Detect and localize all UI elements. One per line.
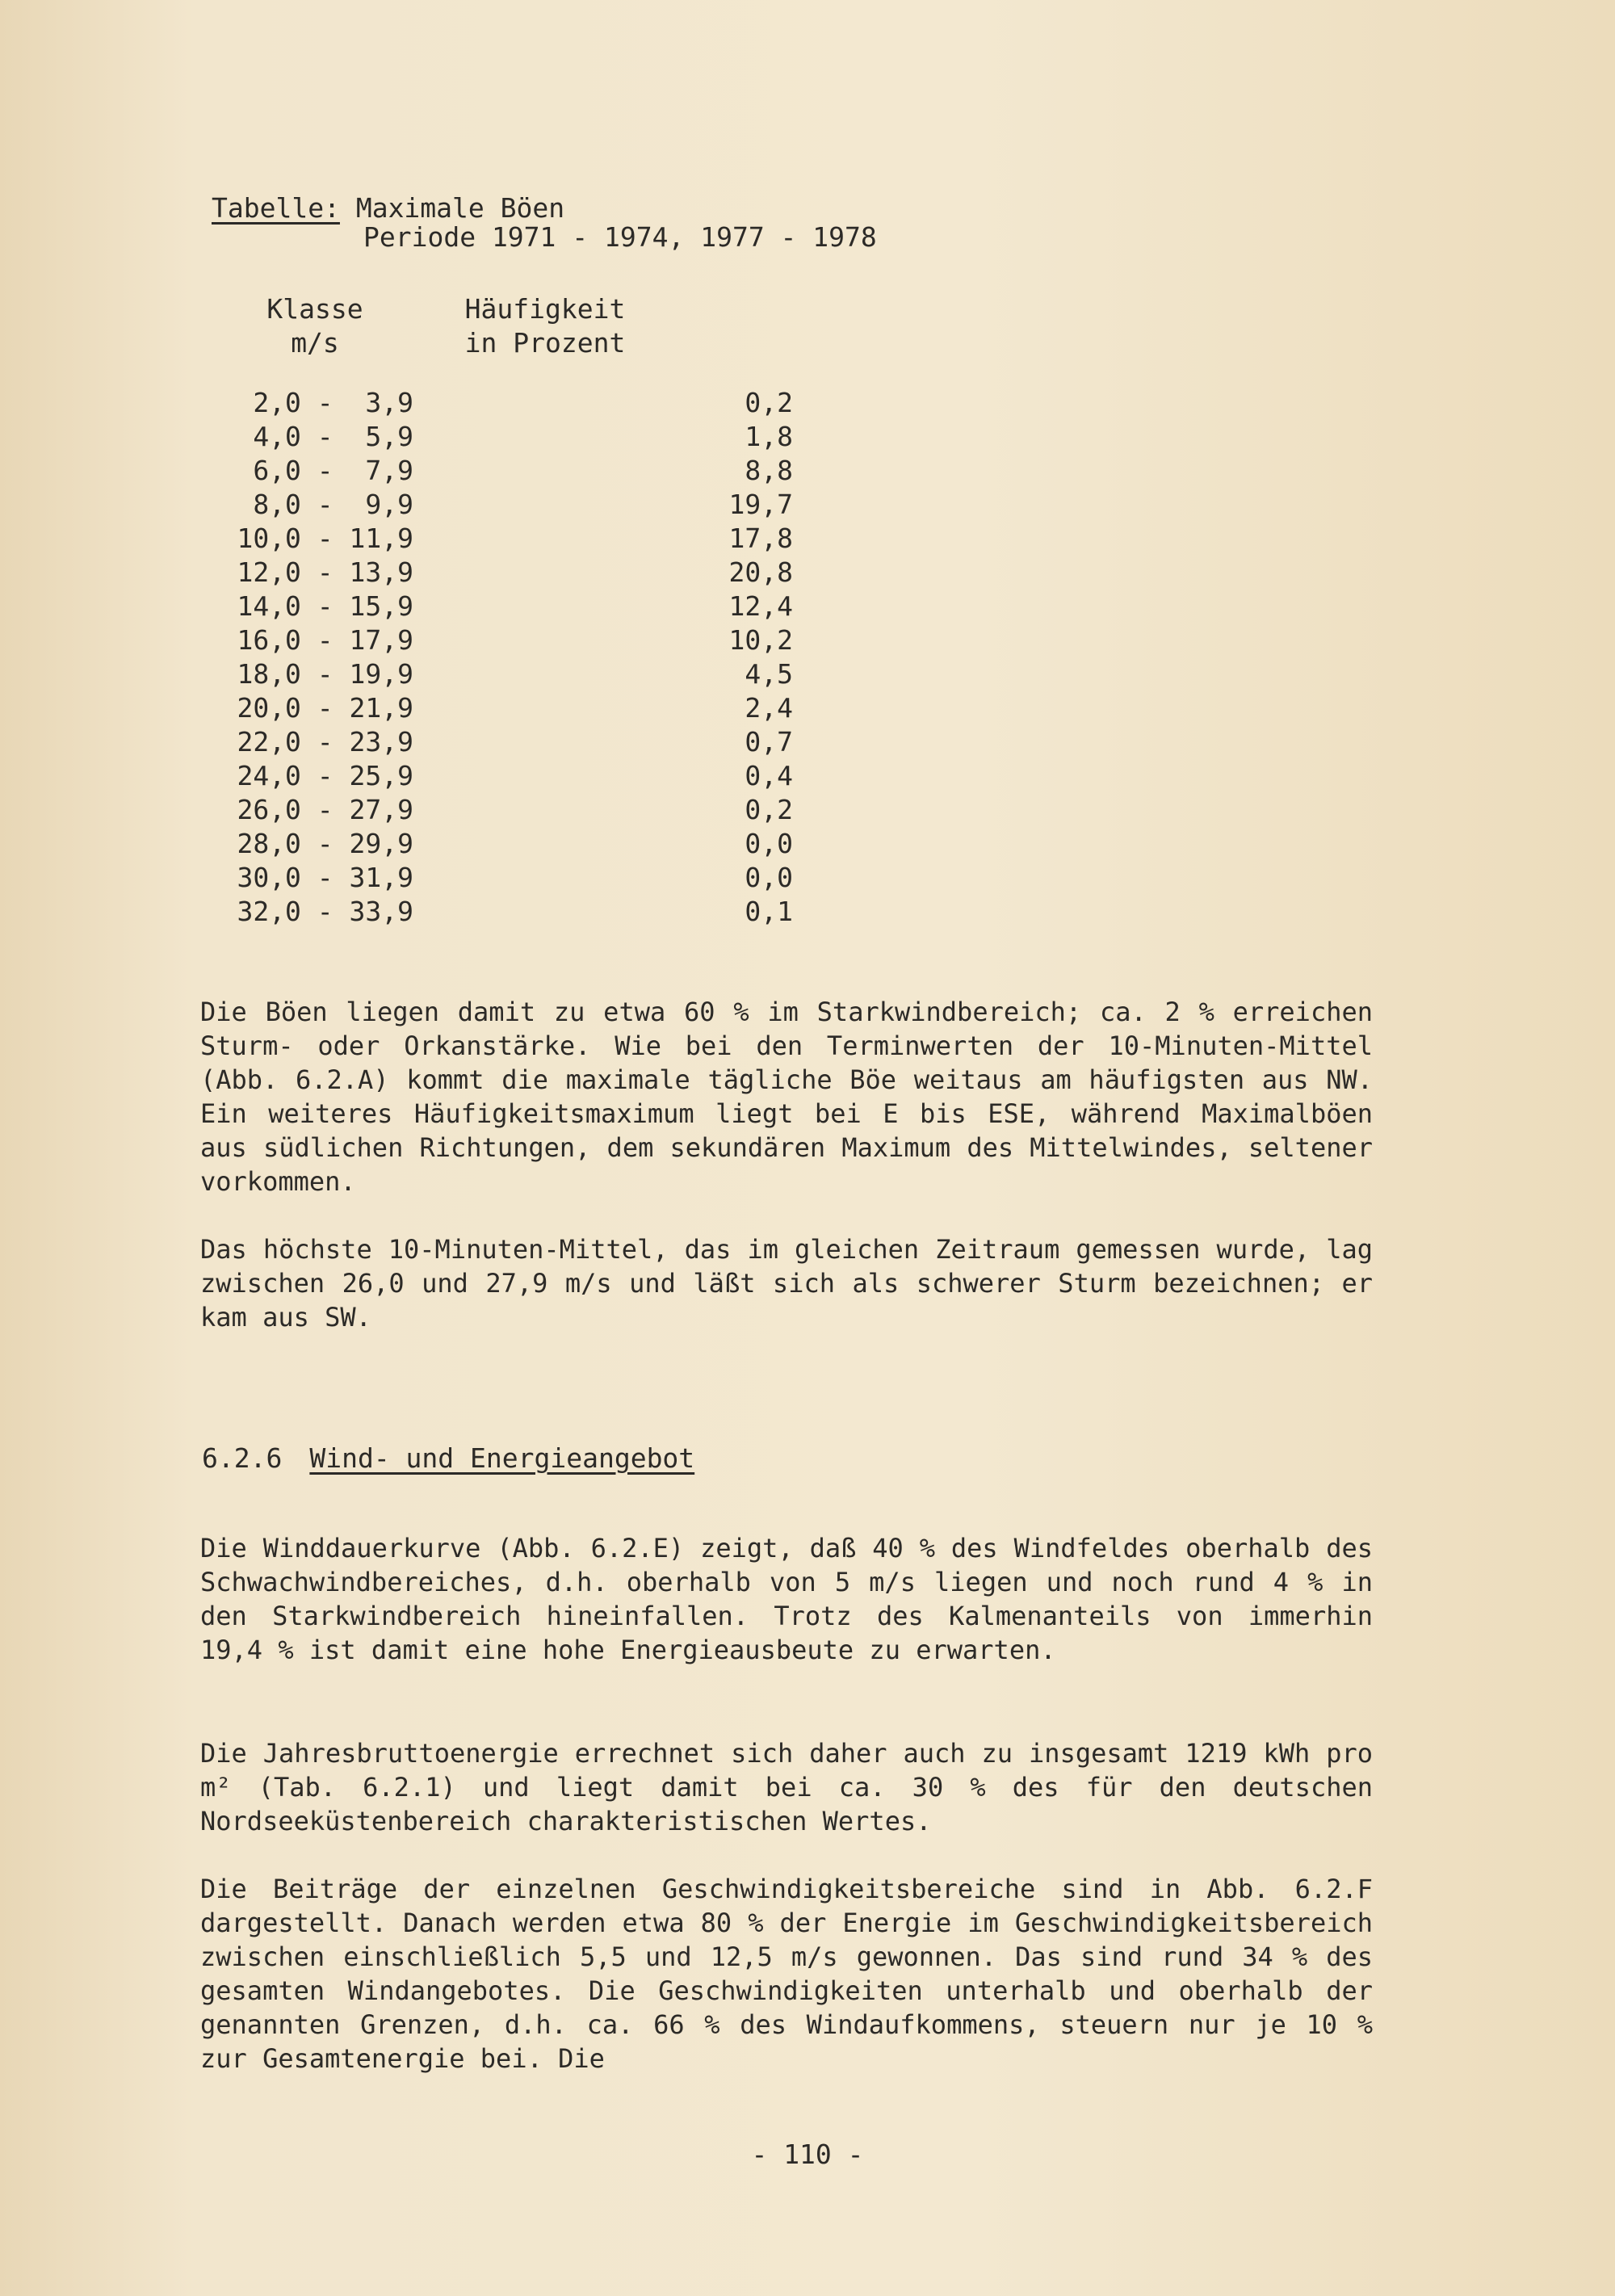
- section-title: Wind- und Energieangebot: [309, 1442, 695, 1474]
- haeufigkeit-cell: 17,8: [728, 523, 793, 554]
- value-cell-wrap: [413, 488, 793, 522]
- paragraph-boeen: Die Böen liegen damit zu etwa 60 % im Starkwindbereich; ca. 2 % erreichen Sturm- oder Orkanstärke. Wie bei den Terminwerten der 10-Minuten-Mittel (Abb. 6.2.A) kommt die maximale tägliche Böe weitaus am häufigsten aus NW. Ein weiteres Häufigkeitsmaximum liegt bei E bis ESE, während Maximalböen aus südlichen Richtungen, dem sekundären Maximum des Mittelwindes, seltener vorkommen.: [200, 997, 1373, 1197]
- table-label: Tabelle:: [212, 192, 340, 224]
- value-cell-wrap: [413, 556, 793, 590]
- klasse-cell: 6,0 - 7,9: [253, 455, 413, 486]
- klasse-cell: 22,0 - 23,9: [237, 726, 413, 758]
- table-row: [202, 420, 793, 454]
- klasse-cell: 16,0 - 17,9: [237, 624, 413, 656]
- table-row: [202, 386, 793, 420]
- col-header-klasse-line2: m/s: [291, 327, 339, 359]
- klasse-cell: 14,0 - 15,9: [237, 590, 413, 622]
- value-cell-wrap: [413, 590, 793, 623]
- haeufigkeit-cell: 0,7: [745, 726, 793, 758]
- col-header-haeufigkeit-line1: Häufigkeit: [464, 293, 626, 325]
- klasse-cell: 18,0 - 19,9: [237, 658, 413, 690]
- haeufigkeit-cell: 2,4: [745, 692, 793, 724]
- value-cell-wrap: [413, 861, 793, 895]
- value-cell-wrap: [413, 657, 793, 691]
- table-row: [202, 827, 793, 861]
- value-cell-wrap: [413, 386, 793, 420]
- haeufigkeit-cell: 0,2: [745, 794, 793, 825]
- haeufigkeit-cell: 19,7: [728, 489, 793, 520]
- klasse-cell: 8,0 - 9,9: [253, 489, 413, 520]
- col-header-klasse-line1: Klasse: [266, 293, 363, 325]
- table-row: [202, 691, 793, 725]
- paragraph-jahresbruttoenergie: Die Jahresbruttoenergie errechnet sich daher auch zu insgesamt 1219 kWh pro m² (Tab. 6.2.1) und liegt damit bei ca. 30 % des für den deutschen Nordseeküstenbereich charakteristischen Wertes.: [200, 1738, 1373, 1836]
- col-header-haeufigkeit: [452, 292, 638, 360]
- klasse-cell: 26,0 - 27,9: [237, 794, 413, 825]
- value-cell-wrap: [413, 793, 793, 827]
- value-cell-wrap: [413, 420, 793, 454]
- page-number: - 110 -: [751, 2139, 864, 2170]
- table-row: [202, 861, 793, 895]
- table-row: [202, 725, 793, 759]
- paragraph-winddauerkurve: Die Winddauerkurve (Abb. 6.2.E) zeigt, daß 40 % des Windfeldes oberhalb des Schwachwindbereiches, d.h. oberhalb von 5 m/s liegen und noch rund 4 % in den Starkwindbereich hineinfallen. Trotz des Kalmenanteils von immerhin 19,4 % ist damit eine hohe Energieausbeute zu erwarten.: [200, 1533, 1373, 1665]
- table-row: [202, 556, 793, 590]
- value-cell-wrap: [413, 691, 793, 725]
- klasse-cell: 20,0 - 21,9: [237, 692, 413, 724]
- haeufigkeit-cell: 0,0: [745, 862, 793, 893]
- klasse-cell: 24,0 - 25,9: [237, 760, 413, 791]
- haeufigkeit-cell: 8,8: [745, 455, 793, 486]
- haeufigkeit-cell: 20,8: [728, 556, 793, 588]
- table-row: [202, 623, 793, 657]
- table-row: [202, 657, 793, 691]
- value-cell-wrap: [413, 895, 793, 929]
- klasse-cell: 4,0 - 5,9: [253, 421, 413, 452]
- section-heading: [202, 1441, 694, 1476]
- haeufigkeit-cell: 0,1: [745, 896, 793, 927]
- paragraph-beitraege: Die Beiträge der einzelnen Geschwindigkeitsbereiche sind in Abb. 6.2.F dargestellt. Danach werden etwa 80 % der Energie im Geschwindigkeitsbereich zwischen einschließlich 5,5 und 12,5 m/s gewonnen. Das sind rund 34 % des gesamten Windangebotes. Die Geschwindigkeiten unterhalb und oberhalb der genannten Grenzen, d.h. ca. 66 % des Windaufkommens, steuern nur je 10 % zur Gesamtenergie bei. Die: [200, 1874, 1373, 2074]
- haeufigkeit-cell: 4,5: [745, 658, 793, 690]
- table-title: [212, 191, 877, 253]
- value-cell-wrap: [413, 522, 793, 556]
- table-row: [202, 793, 793, 827]
- haeufigkeit-cell: 10,2: [728, 624, 793, 656]
- haeufigkeit-cell: 12,4: [728, 590, 793, 622]
- table-row: [202, 454, 793, 488]
- klasse-cell: 28,0 - 29,9: [237, 828, 413, 859]
- table-body: [202, 386, 793, 929]
- value-cell-wrap: [413, 827, 793, 861]
- haeufigkeit-cell: 0,0: [745, 828, 793, 859]
- table-name: Maximale Böen: [355, 192, 565, 224]
- value-cell-wrap: [413, 725, 793, 759]
- klasse-cell: 30,0 - 31,9: [237, 862, 413, 893]
- table-row: [202, 590, 793, 623]
- value-cell-wrap: [413, 623, 793, 657]
- col-header-klasse: [242, 292, 388, 360]
- section-number: 6.2.6: [202, 1442, 283, 1474]
- value-cell-wrap: [413, 454, 793, 488]
- col-header-haeufigkeit-line2: in Prozent: [464, 327, 626, 359]
- table-row: [202, 488, 793, 522]
- haeufigkeit-cell: 0,4: [745, 760, 793, 791]
- table-row: [202, 522, 793, 556]
- haeufigkeit-cell: 1,8: [745, 421, 793, 452]
- klasse-cell: 12,0 - 13,9: [237, 556, 413, 588]
- klasse-cell: 2,0 - 3,9: [253, 387, 413, 418]
- table-row: [202, 759, 793, 793]
- klasse-cell: 32,0 - 33,9: [237, 896, 413, 927]
- haeufigkeit-cell: 0,2: [745, 387, 793, 418]
- table-period: Periode 1971 - 1974, 1977 - 1978: [363, 221, 877, 253]
- table-row: [202, 895, 793, 929]
- paragraph-hoechstes-mittel: Das höchste 10-Minuten-Mittel, das im gleichen Zeitraum gemessen wurde, lag zwischen 26,0 und 27,9 m/s und läßt sich als schwerer Sturm bezeichnen; er kam aus SW.: [200, 1234, 1373, 1333]
- value-cell-wrap: [413, 759, 793, 793]
- klasse-cell: 10,0 - 11,9: [237, 523, 413, 554]
